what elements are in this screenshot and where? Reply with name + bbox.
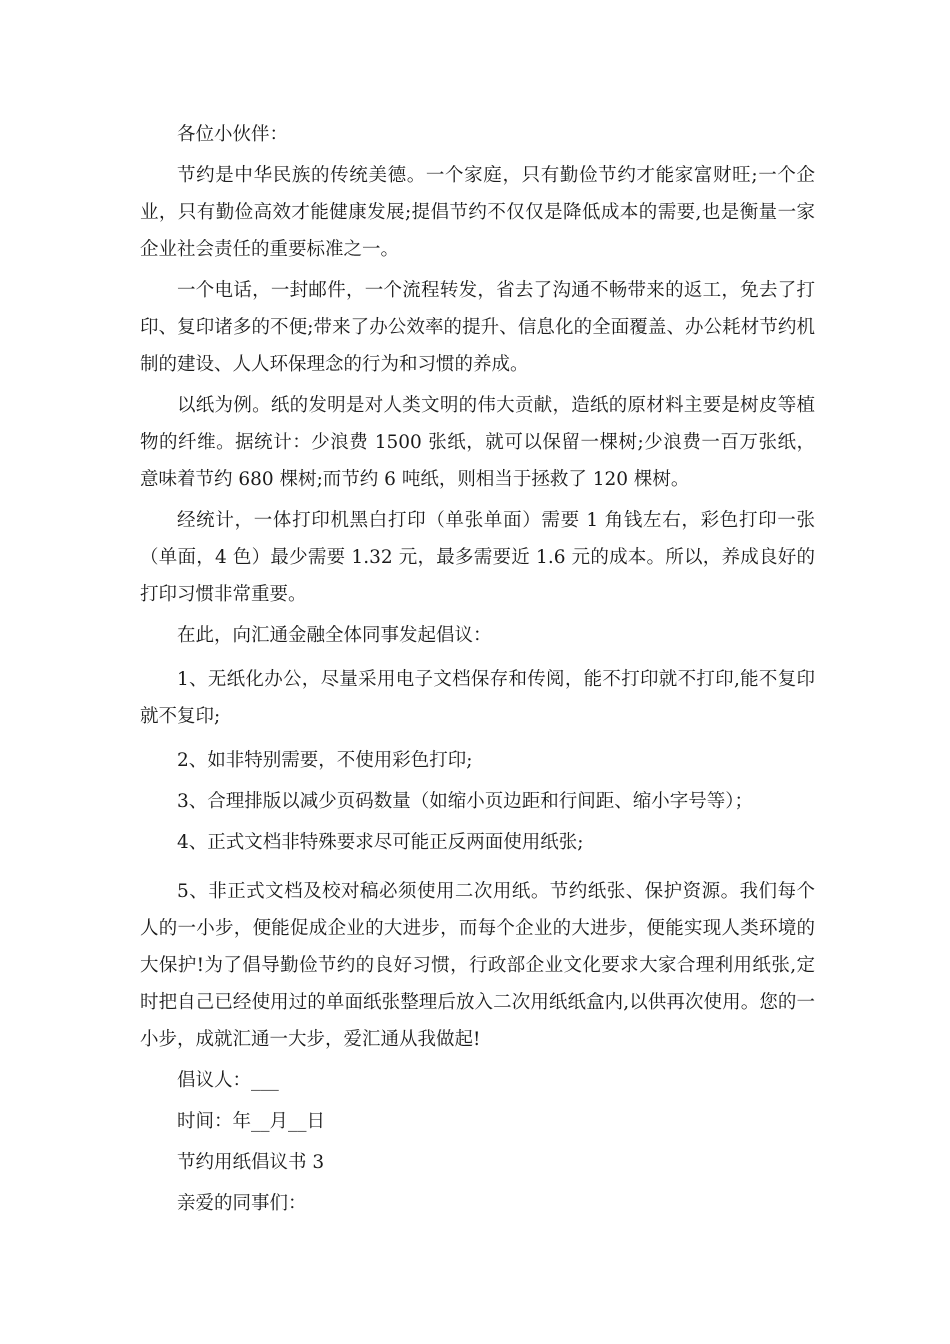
paragraph-virtue: 节约是中华民族的传统美德。一个家庭，只有勤俭节约才能家富财旺;一个企业，只有勤俭高效才能健康发展;提倡节约不仅仅是降低成本的需要,也是衡量一家企业社会责任的重要标准之一。 <box>140 165 815 260</box>
paragraph-paper-stats: 以纸为例。纸的发明是对人类文明的伟大贡献，造纸的原材料主要是树皮等植物的纤维。据统计：少浪费 1500 张纸，就可以保留一棵树;少浪费一百万张纸，意味着节约 680 棵树;而节约 6 吨纸，则相当于拯救了 120 棵树。 <box>140 395 815 490</box>
list-item-3: 3、合理排版以减少页码数量（如缩小页边距和行间距、缩小字号等）； <box>177 791 754 812</box>
paragraph-print-cost: 经统计，一体打印机黑白打印（单张单面）需要 1 角钱左右，彩色打印一张（单面，4 色）最少需要 1.32 元，最多需要近 1.6 元的成本。所以，养成良好的打印习惯非常重要。 <box>140 510 815 605</box>
paragraph-office: 一个电话，一封邮件，一个流程转发，省去了沟通不畅带来的返工，免去了打印、复印诸多的不便;带来了办公效率的提升、信息化的全面覆盖、办公耗材节约机制的建设、人人环保理念的行为和习惯的养成。 <box>140 280 815 375</box>
signer-line: 倡议人：___ <box>177 1070 279 1091</box>
paragraph-proposal-intro: 在此，向汇通金融全体同事发起倡议： <box>177 625 492 646</box>
next-greeting: 亲爱的同事们： <box>177 1193 307 1214</box>
greeting: 各位小伙伴： <box>177 124 289 145</box>
next-section-title: 节约用纸倡议书 3 <box>177 1152 325 1173</box>
date-line: 时间：年__月__日 <box>177 1111 326 1132</box>
list-item-1: 1、无纸化办公，尽量采用电子文档保存和传阅，能不打印就不打印,能不复印就不复印; <box>140 669 815 727</box>
list-item-4: 4、正式文档非特殊要求尽可能正反两面使用纸张; <box>177 832 584 853</box>
list-item-5: 5、非正式文档及校对稿必须使用二次用纸。节约纸张、保护资源。我们每个人的一小步，便能促成企业的大进步，而每个企业的大进步，便能实现人类环境的大保护!为了倡导勤俭节约的良好习惯，行政部企业文化要求大家合理利用纸张,定时把自己已经使用过的单面纸张整理后放入二次用纸纸盒内,以供再次使用。您的一小步，成就汇通一大步，爱汇通从我做起! <box>140 881 815 1050</box>
document-page <box>140 112 815 1222</box>
list-item-2: 2、如非特别需要，不使用彩色打印; <box>177 750 473 771</box>
